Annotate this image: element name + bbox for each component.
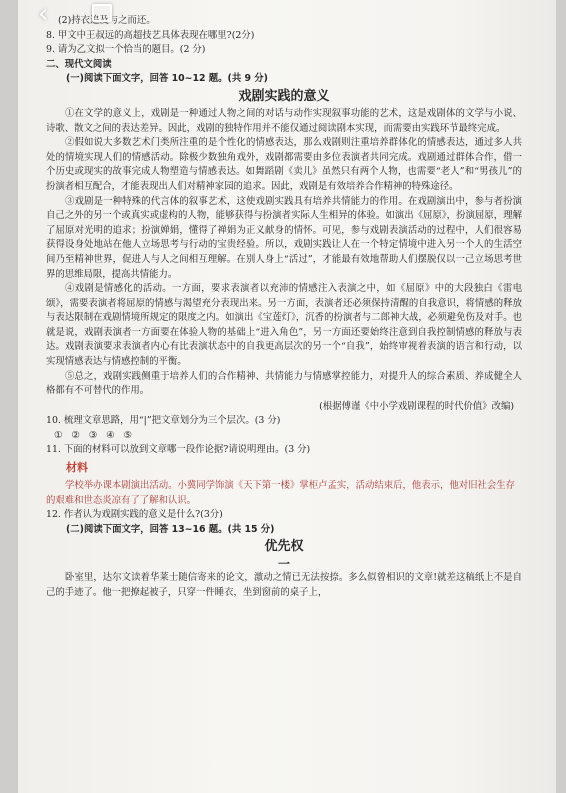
part-2-heading: (二)阅读下面文字，回答 13~16 题。(共 15 分)	[66, 523, 275, 535]
question-12: 12. 作者认为戏剧实践的意义是什么?(3分)	[46, 509, 223, 521]
chevron-left-icon[interactable]: ‹	[38, 0, 49, 29]
paragraph-5: ⑤总之，戏剧实践侧重于培养人们的合作精神、共情能力与情感掌控能力，对提升人的综合素质、养成健全人格都有不可替代的作用。	[46, 370, 522, 397]
crop-icon[interactable]	[92, 4, 112, 22]
question-10-options: ① ② ③ ④ ⑤	[54, 430, 132, 442]
article-title: 戏剧实践的意义	[238, 88, 330, 104]
material-text: 学校举办课本剧演出活动。小冀同学饰演《天下第一楼》掌柜卢孟实，活动结束后，他表示，他对旧社会生存的艰难和世态炎凉有了了解和认识。	[46, 480, 516, 507]
question-10: 10. 梳理文章思路，用“|”把文章划分为三个层次。(3 分)	[46, 414, 281, 426]
article-source: (根据傅谨《中小学戏剧课程的时代价值》改编)	[319, 400, 514, 412]
story-section-number: 一	[277, 557, 290, 572]
viewer-toolbar	[0, 0, 566, 29]
paragraph-3: ③戏剧是一种特殊的代言体的叙事艺术，这使戏剧实践具有培养共情能力的作用。在戏剧演出中，参与者扮演自己之外的另一个或真实或虚构的人物，能够获得与扮演者实际人生相异的体验。如演出《屈原》，扮演屈原，理解了屈原对光明的追求；扮演婵娟，懂得了禅娟为正义献身的情怀。可见，参与戏剧表演活动的过程中，人们很容易获得设身处地站在他人立场思考与行动的宝贵经验。所以，戏剧实践让人在一个特定情境中进入另一个人的生活空间乃至精神世界，促进人与人之间相互理解。在别人身上“活过”，才能最有效地帮助人们摆脱仅以一己立场思考世界的思维局限，提高共情能力。	[46, 195, 522, 280]
section-heading: 二、现代文阅读	[46, 58, 112, 70]
story-paragraph-1: 卧室里，达尔文读着华莱士随信寄来的论文，激动之情已无法按捺。多么似曾相识的文章!就差这稿纸上不是自己的手迹了。他一把撩起被子，只穿一件睡衣，坐到窗前的桌子上，	[46, 572, 522, 598]
question-8: 8. 甲文中王叔远的高超技艺具体表现在哪里?(2分)	[46, 29, 255, 41]
prev-answer-line: (2)持衣追及与之而还。	[58, 15, 156, 26]
part-1-heading: (一)阅读下面文字，回答 10~12 题。(共 9 分)	[66, 73, 268, 85]
story-title: 优先权	[264, 539, 304, 555]
question-9: 9. 请为乙文拟一个恰当的题目。(2 分)	[46, 44, 206, 56]
paragraph-1: ①在文学的意义上，戏剧是一种通过人物之间的对话与动作实现叙事功能的艺术，这是戏剧体的文学与小说、诗歌、散文之间的表达差异。因此，戏剧的独特作用并不能仅通过阅读剧本实现，而需要由实践环节最终完成。	[46, 107, 522, 134]
page-content	[46, 14, 522, 600]
paragraph-2: ②假如说大多数艺术门类所注重的是个性化的情感表达，那么戏剧则注重培养群体化的情感表达，通过多人共处的情境实现人们的情感活动。除极少数独角戏外，戏剧都需要由多位表演者共同完成。戏剧通过群体合作，借一个历史或现实的故事完成人物塑造与情感表达。如舞蹈剧《卖儿》虽然只有两个人物，也需要“老人”和“男孩儿”的扮演者相互配合，才能表现出人们对精神家园的追求。因此，戏剧是有效培养合作精神的特殊途径。	[46, 137, 522, 192]
paragraph-4: ④戏剧是情感化的活动。一方面，要求表演者以充沛的情感注入表演之中，如《屈原》中的大段独白《雷电颂》，需要表演者将屈原的情感与渴望充分表现出来。另一方面，表演者还必须保持清醒的自我意识，将情感的释放与表达限制在戏剧情境所规定的限度之内。如演出《宝莲灯》，沉香的扮演者与二郎神大战，必须避免伤及对手。也就是说，戏剧表演者一方面要在体验人物的基础上“进入角色”，另一方面还要始终注意到自我控制情感的释放与表达。戏剧表演要求表演者内心有比表演状态中的自我更高层次的另一个“自我”，始终审视着表演的语言和行动，以实现情感表达与情感控制的平衡。	[46, 283, 522, 368]
question-11: 11. 下面的材料可以放到文章哪一段作论据?请说明理由。(3 分)	[46, 444, 311, 456]
material-heading: 材料	[66, 461, 88, 475]
